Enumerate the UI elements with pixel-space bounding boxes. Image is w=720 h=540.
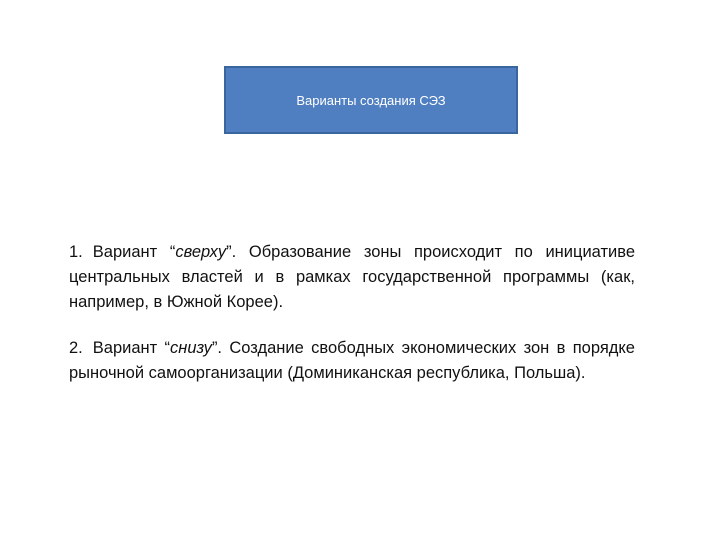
title-text: Варианты создания СЭЗ — [296, 92, 446, 108]
paragraph-body: Создание свободных экономических зон в порядке рыночной самоорганизации (Доминиканская республика, Польша). — [69, 339, 635, 382]
paragraph-variant-bottom-up — [69, 336, 635, 386]
variant-label-close: ”. — [226, 243, 237, 261]
variant-label: Вариант “ — [92, 243, 176, 261]
paragraph-body: Образование зоны происходит по инициативе центральных властей и в рамках государственной программы (как, например, в Южной Корее). — [69, 243, 635, 311]
paragraph-variant-top-down — [69, 240, 635, 315]
title-box — [224, 66, 518, 134]
paragraph-number: 1. — [69, 243, 83, 261]
variant-emphasis: снизу — [170, 339, 212, 357]
variant-label-close: ”. — [211, 339, 223, 357]
paragraph-number: 2. — [69, 339, 83, 357]
variant-emphasis: сверху — [175, 243, 227, 261]
variant-label: Вариант “ — [92, 339, 171, 357]
